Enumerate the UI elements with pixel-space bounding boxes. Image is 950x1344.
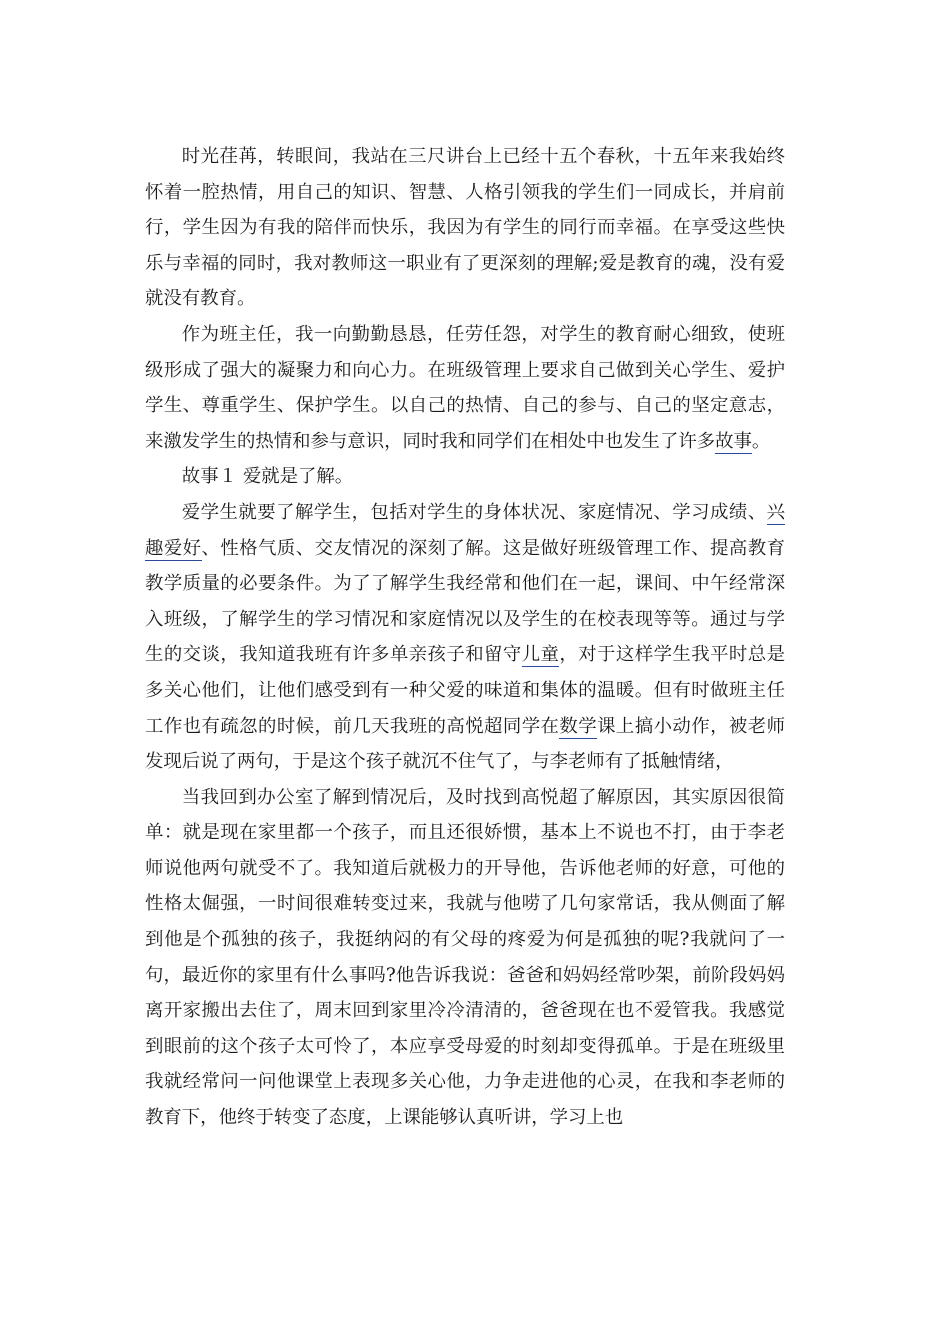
paragraph-text: 。 <box>751 430 771 452</box>
paragraph-text: ，对于这样学生我平时总是多关心他们，让他们感受到有一种父爱的味道和集体的温暖。但有时做班主任工作也有疏忽的时候，前几天我班的高悦超同学在 <box>145 644 785 737</box>
story-heading <box>145 459 785 495</box>
paragraph-1 <box>145 139 785 317</box>
story-heading-text: 故事１ 爱就是了解。 <box>181 466 354 488</box>
paragraph-text: 、性格气质、交友情况的深刻了解。这是做好班级管理工作、提高教育教学质量的必要条件。为了了解学生我经常和他们在一起，课间、中午经常深入班级，了解学生的学习情况和家庭情况以及学生的在校表现等等。通过与学生的交谈，我知道我班有许多单亲孩子和留守 <box>145 537 785 666</box>
keyword-link-ertong[interactable]: 儿童 <box>521 644 560 666</box>
paragraph-2 <box>145 317 785 459</box>
paragraph-5 <box>145 780 785 1136</box>
paragraph-text: 时光荏苒，转眼间，我站在三尺讲台上已经十五个春秋，十五年来我始终怀着一腔热情，用自己的知识、智慧、人格引领我的学生们一同成长，并肩前行，学生因为有我的陪伴而快乐，我因为有学生的同行而幸福。在享受这些快乐与幸福的同时，我对教师这一职业有了更深刻的理解;爱是教育的魂，没有爱就没有教育。 <box>145 146 785 310</box>
document-body <box>145 139 785 1136</box>
paragraph-text: 课上搞小动作，被老师发现后说了两句，于是这个孩子就沉不住气了，与李老师有了抵触情绪， <box>145 715 785 773</box>
keyword-link-xingquaihao[interactable]: 兴趣爱好 <box>145 501 785 559</box>
paragraph-text: 作为班主任，我一向勤勤恳恳，任劳任怨，对学生的教育耐心细致，使班级形成了强大的凝聚力和向心力。在班级管理上要求自己做到关心学生、爱护学生、尊重学生、保护学生。以自己的热情、自己的参与、自己的坚定意志，来激发学生的热情和参与意识，同时我和同学们在相处中也发生了许多 <box>145 323 785 452</box>
keyword-link-gushi[interactable]: 故事 <box>715 430 752 452</box>
paragraph-4 <box>145 495 785 780</box>
paragraph-text: 爱学生就要了解学生，包括对学生的身体状况、家庭情况、学习成绩、 <box>181 501 767 523</box>
paragraph-text: 当我回到办公室了解到情况后，及时找到高悦超了解原因，其实原因很简单：就是现在家里都一个孩子，而且还很娇惯，基本上不说也不打，由于李老师说他两句就受不了。我知道后就极力的开导他，告诉他老师的好意，可他的性格太倔强，一时间很难转变过来，我就与他唠了几句家常话，我从侧面了解到他是个孤独的孩子，我挺纳闷的有父母的疼爱为何是孤独的呢?我就问了一句，最近你的家里有什么事吗?他告诉我说：爸爸和妈妈经常吵架，前阶段妈妈离开家搬出去住了，周末回到家里冷冷清清的，爸爸现在也不爱管我。我感觉到眼前的这个孩子太可怜了，本应享受母爱的时刻却变得孤单。于是在班级里我就经常问一问他课堂上表现多关心他，力争走进他的心灵，在我和李老师的教育下，他终于转变了态度，上课能够认真听讲，学习上也 <box>145 786 785 1129</box>
keyword-link-shuxue[interactable]: 数学 <box>559 715 598 737</box>
